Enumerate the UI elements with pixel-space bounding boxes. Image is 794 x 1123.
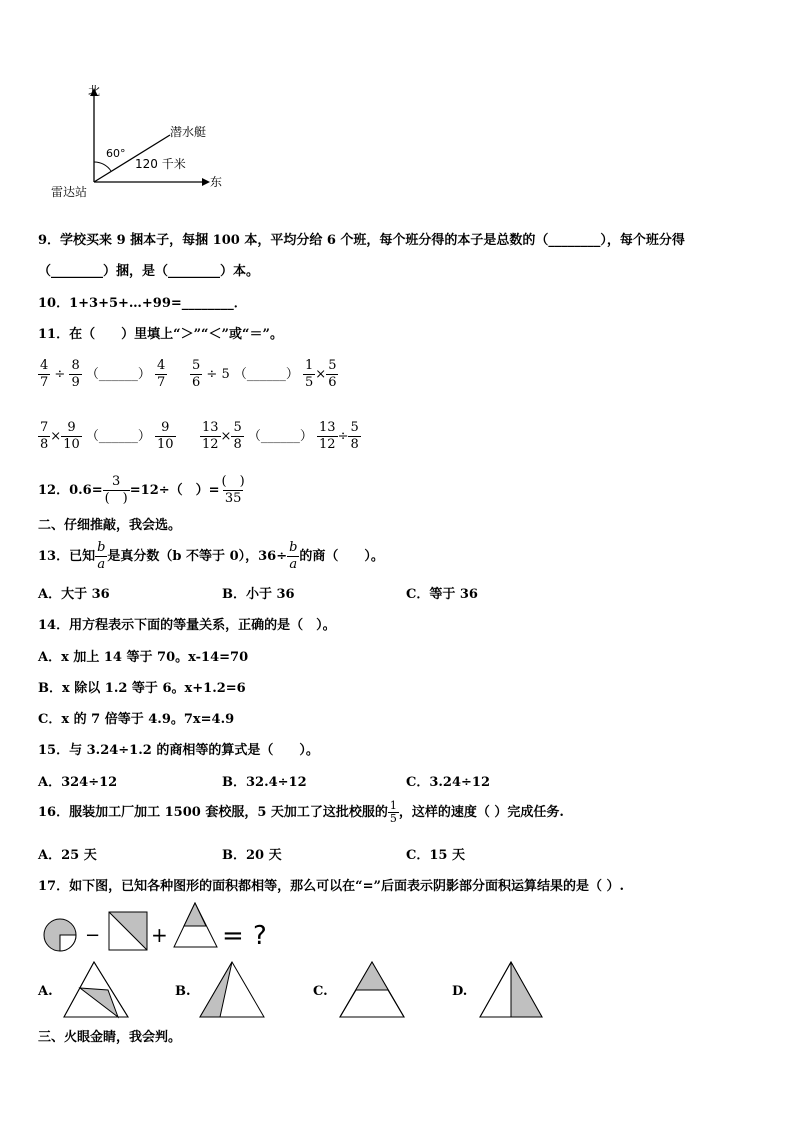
frac-num: 1 [389, 799, 397, 812]
frac-den[interactable]: ( ) [104, 491, 128, 506]
frac-den: 9 [71, 375, 80, 390]
q11-row1-a [38, 358, 167, 391]
operator: ÷ 5 [206, 367, 230, 382]
frac-den: 10 [157, 437, 174, 452]
answer-blank[interactable]: （______） [233, 367, 299, 382]
frac-den: a [289, 557, 298, 572]
frac-num: 5 [233, 420, 242, 435]
compass-diagram [40, 80, 240, 205]
q13-stem [38, 540, 384, 573]
q15-option-c[interactable]: C．3.24÷12 [406, 775, 490, 790]
q13-option-c[interactable]: C．等于 36 [406, 587, 478, 602]
section2-heading: 二、仔细推敲，我会选。 [38, 518, 182, 533]
q17-equation-figure [40, 900, 285, 960]
frac-num[interactable]: ( ) [221, 474, 245, 489]
q17-option-b-figure[interactable] [198, 960, 268, 1020]
q11-row2-b [200, 420, 361, 453]
frac-den: 8 [350, 437, 359, 452]
frac-den: a [97, 557, 106, 572]
frac-den: 8 [233, 437, 242, 452]
q17-option-d-figure[interactable] [478, 960, 548, 1020]
q16-stem [38, 800, 564, 825]
distance-label: 120 千米 [135, 157, 186, 171]
q11-row1-b [190, 358, 338, 391]
answer-blank[interactable]: （______） [85, 367, 151, 382]
frac-den: 7 [157, 375, 166, 390]
diagonal-shaded-square [109, 912, 147, 950]
q14-option-a[interactable]: A．x 加上 14 等于 70。x-14=70 [38, 650, 249, 665]
answer-blank[interactable]: （______） [247, 429, 313, 444]
frac-den: 6 [192, 375, 201, 390]
q13-post: 的商（ ）。 [299, 549, 384, 564]
q9-line2: （________）捆，是（________）本。 [38, 264, 260, 279]
frac-den: 12 [202, 437, 219, 452]
q14-stem: 14．用方程表示下面的等量关系，正确的是（ ）。 [38, 618, 336, 633]
frac-num: 9 [161, 420, 170, 435]
question-mark: ? [253, 921, 267, 951]
q9-line1: 9．学校买来 9 捆本子，每捆 100 本，平均分给 6 个班，每个班分得的本子是总数的（________），每个班分得 [38, 233, 685, 248]
frac-num: 9 [67, 420, 76, 435]
frac-num: 7 [40, 420, 49, 435]
q11-stem: 11．在（ ）里填上“＞”“＜”或“＝”。 [38, 327, 283, 342]
frac-num: b [97, 540, 106, 555]
frac-den: 5 [389, 812, 397, 825]
q17-stem: 17．如下图，已知各种图形的面积都相等，那么可以在“=”后面表示阴影部分面积运算结果的是（ ）. [38, 879, 624, 894]
q17-option-c-figure[interactable] [338, 960, 408, 1020]
operator: × [315, 367, 327, 382]
frac-den: 8 [40, 437, 49, 452]
q13-option-a[interactable]: A．大于 36 [38, 587, 110, 602]
q17-option-a-figure[interactable] [62, 960, 132, 1020]
operator: × [220, 429, 232, 444]
frac-num: 8 [71, 358, 80, 373]
frac-den: 5 [305, 375, 314, 390]
q17-option-d-label[interactable]: D. [452, 984, 468, 999]
q13-mid: 是真分数（b 不等于 0），36÷ [107, 549, 288, 564]
q14-option-b[interactable]: B．x 除以 1.2 等于 6。x+1.2=6 [38, 681, 246, 696]
q13-option-b[interactable]: B．小于 36 [222, 587, 295, 602]
q17-option-a-label[interactable]: A. [38, 984, 53, 999]
operator: × [50, 429, 62, 444]
q15-stem: 15．与 3.24÷1.2 的商相等的算式是（ ）。 [38, 743, 319, 758]
equals-sign: = [222, 921, 244, 951]
frac-num: 5 [192, 358, 201, 373]
q16-pre: 16．服装加工厂加工 1500 套校服，5 天加工了这批校服的 [38, 805, 388, 820]
q12 [38, 474, 247, 507]
quarter-shaded-circle [44, 919, 76, 951]
q14-option-c[interactable]: C．x 的 7 倍等于 4.9。7x=4.9 [38, 712, 235, 727]
operator: ÷ [337, 429, 349, 444]
frac-num: 5 [328, 358, 337, 373]
frac-den: 35 [224, 491, 242, 506]
frac-num: 4 [40, 358, 49, 373]
frac-den: 7 [40, 375, 49, 390]
station-label: 雷达站 [51, 185, 88, 199]
q16-post: ，这样的速度（ ）完成任务. [398, 805, 564, 820]
q12-mid: =12÷（ ）= [129, 483, 220, 498]
q12-pre: 12．0.6= [38, 483, 103, 498]
north-label: 北 [88, 84, 101, 98]
frac-num: b [289, 540, 298, 555]
frac-den: 12 [319, 437, 336, 452]
section3-heading: 三、火眼金睛，我会判。 [38, 1030, 182, 1045]
q10: 10．1+3+5+…+99=________． [38, 296, 247, 311]
frac-den: 10 [63, 437, 80, 452]
east-label: 东 [210, 175, 223, 189]
q13-pre: 13．已知 [38, 549, 96, 564]
q17-option-c-label[interactable]: C. [313, 984, 328, 999]
frac-num: 13 [202, 420, 219, 435]
frac-den: 6 [328, 375, 337, 390]
q16-option-a[interactable]: A．25 天 [38, 848, 97, 863]
minus-sign: − [85, 925, 101, 946]
frac-num: 13 [319, 420, 336, 435]
frac-num: 1 [305, 358, 314, 373]
operator: ÷ [54, 367, 66, 382]
frac-num: 4 [157, 358, 166, 373]
q16-option-b[interactable]: B．20 天 [222, 848, 282, 863]
frac-num: 5 [350, 420, 359, 435]
top-shaded-triangle [174, 903, 217, 947]
q11-row2-a [38, 420, 176, 453]
q15-option-a[interactable]: A．324÷12 [38, 775, 118, 790]
plus-sign: + [151, 923, 168, 947]
angle-label: 60° [106, 147, 126, 160]
target-label: 潜水艇 [170, 125, 207, 139]
q16-option-c[interactable]: C．15 天 [406, 848, 465, 863]
q17-option-b-label[interactable]: B. [175, 984, 191, 999]
frac-num: 3 [112, 474, 121, 489]
answer-blank[interactable]: （______） [85, 429, 151, 444]
q15-option-b[interactable]: B．32.4÷12 [222, 775, 307, 790]
